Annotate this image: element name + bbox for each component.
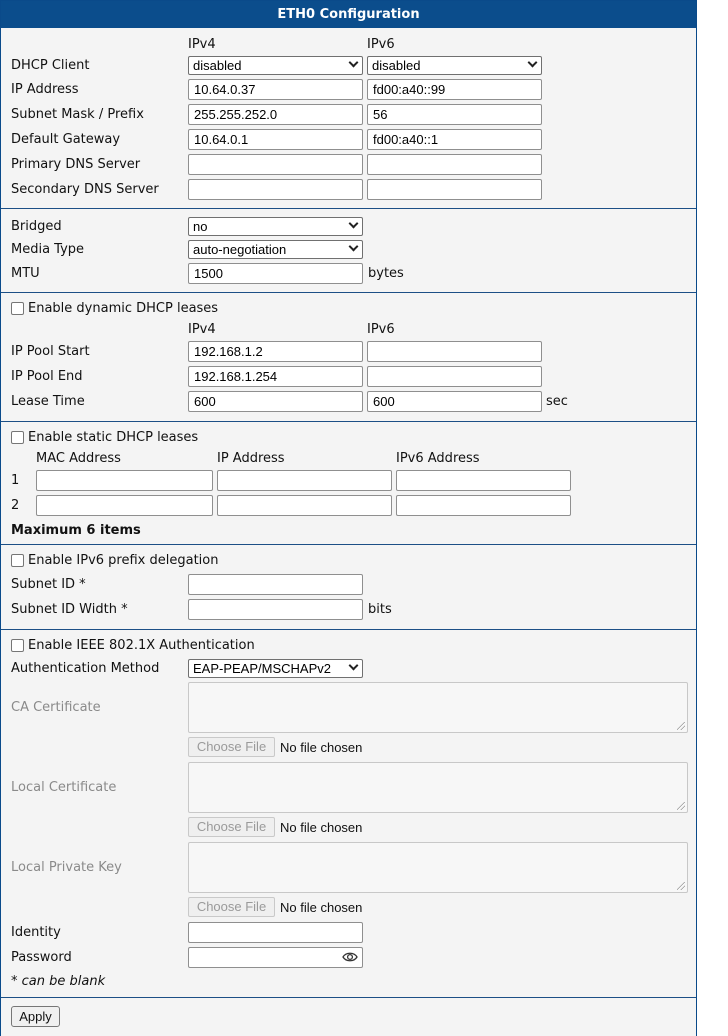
section-divider	[1, 421, 696, 422]
pool-ipv6-column-header: IPv6	[367, 322, 395, 337]
local-private-key-textarea[interactable]	[188, 842, 688, 893]
subnet-id-width-unit: bits	[368, 602, 392, 617]
primary-dns-label: Primary DNS Server	[11, 157, 141, 172]
dynamic-dhcp-checkbox-label: Enable dynamic DHCP leases	[28, 301, 219, 316]
chevron-down-icon	[349, 242, 359, 252]
secondary-dns-label: Secondary DNS Server	[11, 182, 159, 197]
subnet-id-width-input[interactable]	[188, 599, 363, 620]
secondary-dns-ipv6-input[interactable]	[367, 179, 542, 200]
static-row-2-mac-input[interactable]	[36, 495, 213, 516]
chevron-down-icon	[349, 219, 359, 229]
prefix-delegation-checkbox-label: Enable IPv6 prefix delegation	[28, 553, 219, 568]
section-divider	[1, 208, 696, 209]
ca-certificate-textarea[interactable]	[188, 682, 688, 733]
dhcp-client-label: DHCP Client	[11, 58, 90, 73]
gateway-ipv6-input[interactable]: fd00:a40::1	[367, 129, 542, 150]
mtu-input[interactable]: 1500	[188, 263, 363, 284]
local-private-key-file-status: No file chosen	[280, 900, 363, 915]
identity-label: Identity	[11, 925, 61, 940]
ipv6-address-column-header: IPv6 Address	[396, 451, 480, 466]
lease-time-label: Lease Time	[11, 394, 85, 409]
section-divider	[1, 292, 696, 293]
static-row-1-ipv6-input[interactable]	[396, 470, 571, 491]
section-divider	[1, 544, 696, 545]
ca-certificate-label: CA Certificate	[11, 700, 101, 715]
max-items-note: Maximum 6 items	[11, 523, 141, 538]
ca-certificate-choose-file-button[interactable]: Choose File	[188, 737, 275, 757]
resize-grip-icon[interactable]	[677, 882, 685, 890]
auth-method-label: Authentication Method	[11, 661, 160, 676]
chevron-down-icon	[528, 58, 538, 68]
blank-note: * can be blank	[11, 974, 106, 989]
subnet-label: Subnet Mask / Prefix	[11, 107, 144, 122]
ipv4-column-header: IPv4	[188, 37, 216, 52]
pool-start-label: IP Pool Start	[11, 344, 90, 359]
ip-address-label: IP Address	[11, 82, 79, 97]
static-row-2-ip-input[interactable]	[217, 495, 392, 516]
static-row-1-ip-input[interactable]	[217, 470, 392, 491]
lease-time-unit: sec	[546, 394, 568, 409]
pool-start-ipv6-input[interactable]	[367, 341, 542, 362]
subnet-ipv4-input[interactable]: 255.255.252.0	[188, 104, 363, 125]
subnet-id-label: Subnet ID *	[11, 577, 86, 592]
password-label: Password	[11, 950, 72, 965]
local-certificate-file-status: No file chosen	[280, 820, 363, 835]
lease-time-ipv6-input[interactable]: 600	[367, 391, 542, 412]
primary-dns-ipv4-input[interactable]	[188, 154, 363, 175]
static-dhcp-checkbox[interactable]	[11, 431, 24, 444]
mtu-unit: bytes	[368, 266, 404, 281]
static-row-index: 2	[11, 498, 20, 513]
subnet-id-input[interactable]	[188, 574, 363, 595]
subnet-id-width-label: Subnet ID Width *	[11, 602, 128, 617]
static-row-index: 1	[11, 473, 20, 488]
media-type-select[interactable]: auto-negotiation	[188, 240, 363, 259]
resize-grip-icon[interactable]	[677, 802, 685, 810]
apply-button[interactable]: Apply	[11, 1006, 60, 1027]
ip-address-ipv6-input[interactable]: fd00:a40::99	[367, 79, 542, 100]
local-certificate-label: Local Certificate	[11, 780, 117, 795]
chevron-down-icon	[349, 661, 359, 671]
pool-start-ipv4-input[interactable]: 192.168.1.2	[188, 341, 363, 362]
ip-column-header: IP Address	[217, 451, 285, 466]
secondary-dns-ipv4-input[interactable]	[188, 179, 363, 200]
pool-end-ipv6-input[interactable]	[367, 366, 542, 387]
prefix-delegation-checkbox[interactable]	[11, 554, 24, 567]
ipv6-column-header: IPv6	[367, 37, 395, 52]
local-private-key-label: Local Private Key	[11, 860, 122, 875]
gateway-ipv4-input[interactable]: 10.64.0.1	[188, 129, 363, 150]
static-dhcp-checkbox-label: Enable static DHCP leases	[28, 430, 199, 445]
media-type-label: Media Type	[11, 242, 85, 257]
pool-ipv4-column-header: IPv4	[188, 322, 216, 337]
subnet-ipv6-input[interactable]: 56	[367, 104, 542, 125]
bridged-label: Bridged	[11, 219, 62, 234]
ieee-8021x-checkbox-label: Enable IEEE 802.1X Authentication	[28, 638, 255, 653]
show-password-eye-icon[interactable]	[342, 950, 358, 964]
pool-end-label: IP Pool End	[11, 369, 83, 384]
section-divider	[1, 997, 696, 998]
password-input[interactable]	[188, 947, 363, 968]
resize-grip-icon[interactable]	[677, 722, 685, 730]
ca-certificate-file-status: No file chosen	[280, 740, 363, 755]
pool-end-ipv4-input[interactable]: 192.168.1.254	[188, 366, 363, 387]
dhcp-client-ipv6-select[interactable]: disabled	[367, 56, 542, 75]
static-row-2-ipv6-input[interactable]	[396, 495, 571, 516]
local-private-key-choose-file-button[interactable]: Choose File	[188, 897, 275, 917]
section-divider	[1, 629, 696, 630]
local-certificate-choose-file-button[interactable]: Choose File	[188, 817, 275, 837]
lease-time-ipv4-input[interactable]: 600	[188, 391, 363, 412]
chevron-down-icon	[349, 58, 359, 68]
panel-title: ETH0 Configuration	[1, 1, 696, 28]
local-certificate-textarea[interactable]	[188, 762, 688, 813]
dynamic-dhcp-checkbox[interactable]	[11, 302, 24, 315]
auth-method-select[interactable]: EAP-PEAP/MSCHAPv2	[188, 659, 363, 678]
identity-input[interactable]	[188, 922, 363, 943]
ip-address-ipv4-input[interactable]: 10.64.0.37	[188, 79, 363, 100]
mac-column-header: MAC Address	[36, 451, 121, 466]
gateway-label: Default Gateway	[11, 132, 121, 147]
mtu-label: MTU	[11, 266, 40, 281]
ieee-8021x-checkbox[interactable]	[11, 639, 24, 652]
static-row-1-mac-input[interactable]	[36, 470, 213, 491]
dhcp-client-ipv4-select[interactable]: disabled	[188, 56, 363, 75]
primary-dns-ipv6-input[interactable]	[367, 154, 542, 175]
bridged-select[interactable]: no	[188, 217, 363, 236]
